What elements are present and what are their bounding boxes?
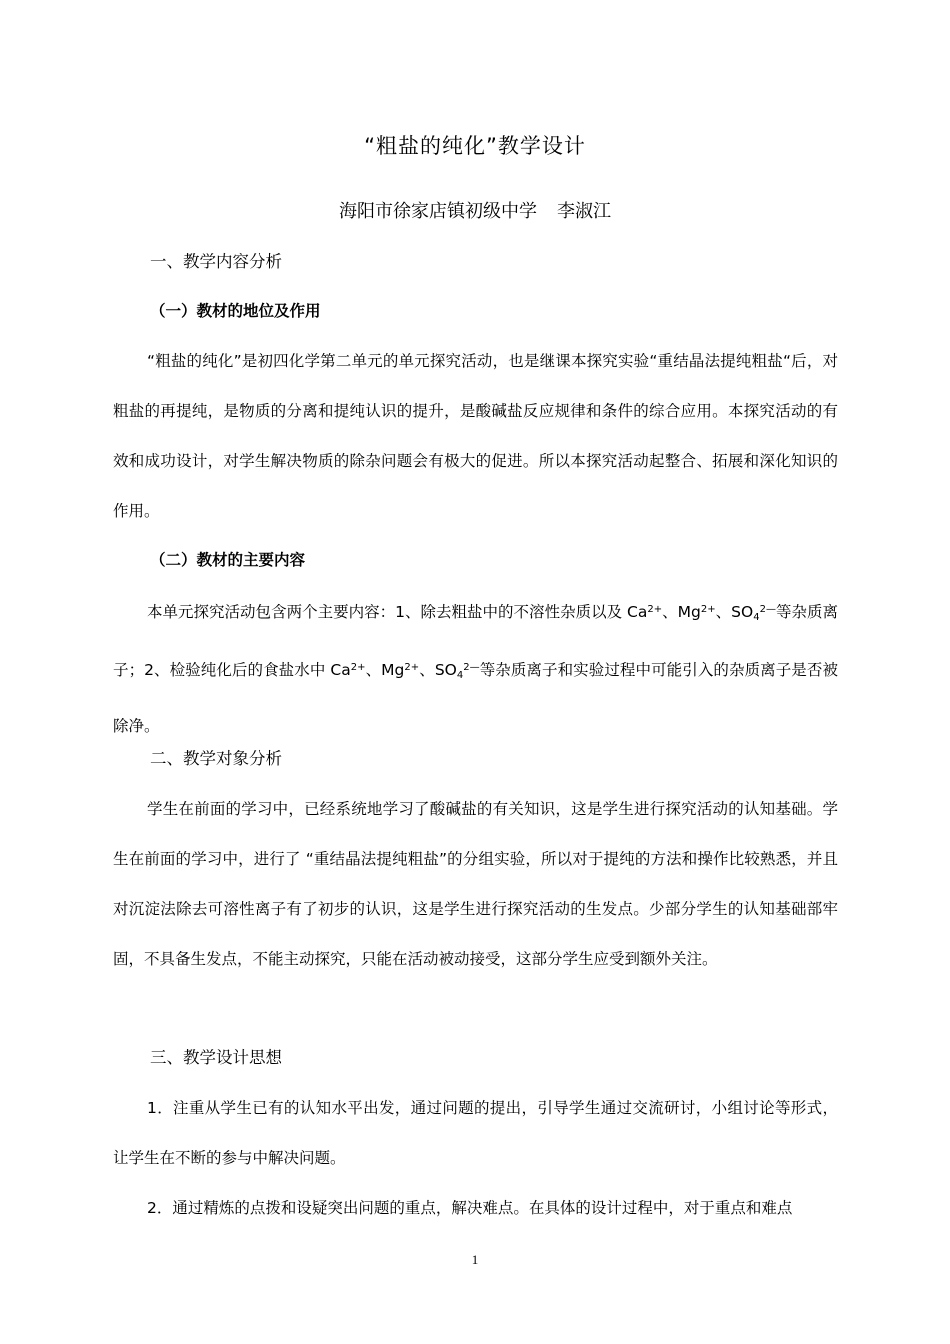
document-title: “粗盐的纯化”教学设计 [364,134,586,158]
subsection-heading-role: （一）教材的地位及作用 [150,302,321,320]
list-item-design-2: 2．通过精炼的点拨和设疑突出问题的重点，解决难点。在具体的设计过程中，对于重点和难点 [147,1199,793,1217]
main-content-text-b: 等杂质离子；2、检验纯化后的食盐水中 [113,603,838,679]
author-name: 李淑江 [557,201,611,222]
paragraph-student-analysis: 学生在前面的学习中，已经系统地学习了酸碱盐的有关知识，这是学生进行探究活动的认知基础。学生在前面的学习中，进行了 “重结晶法提纯粗盐”的分组实验，所以对于提纯的方法和操作比较熟悉，并且对沉淀法除去可溶性离子有了初步的认识，这是学生进行探究活动的生发点。少部分学生的认知基础部牢固，不具备生发点，不能主动探究，只能在活动被动接受，这部分学生应受到额外关注。 [113,800,838,968]
subsection-heading-main-content: （二）教材的主要内容 [150,551,306,569]
ion-magnesium-2: $Mg^{2+}$ [381,661,420,679]
page-number: 1 [471,1252,479,1267]
section-heading-design-thinking: 三、教学设计思想 [150,1048,282,1067]
list-item-design-1: 1．注重从学生已有的认知水平出发，通过问题的提出，引导学生通过交流研讨，小组讨论等形式，让学生在不断的参与中解决问题。 [113,1099,838,1167]
ion-magnesium: $Mg^{2+}$ [677,603,716,621]
author-school: 海阳市徐家店镇初级中学 [339,201,537,222]
main-content-text-c: 等杂质离子和实验过程中可能引入的杂质离子是否被除净。 [113,661,838,735]
ion-sulfate-2: $SO_4^{2—}$ [434,661,480,681]
author-line [0,197,950,223]
ion-sulfate: $SO_4^{2—}$ [731,603,776,623]
paragraph-role: “粗盐的纯化”是初四化学第二单元的单元探究活动，也是继课本探究实验“重结晶法提纯粗盐“后，对粗盐的再提纯，是物质的分离和提纯认识的提升，是酸碱盐反应规律和条件的综合应用。本探究活动的有效和成功设计，对学生解决物质的除杂问题会有极大的促进。所以本探究活动起整合、拓展和深化知识的作用。 [113,352,838,520]
section-heading-content-analysis: 一、教学内容分析 [150,252,282,271]
ion-calcium: $Ca^{2+}$ [627,603,663,621]
section-heading-student-analysis: 二、教学对象分析 [150,749,282,768]
ion-calcium-2: $Ca^{2+}$ [330,661,366,679]
main-content-text-a: 本单元探究活动包含两个主要内容：1、除去粗盐中的不溶性杂质以及 [147,603,628,621]
paragraph-main-content: 本单元探究活动包含两个主要内容：1、除去粗盐中的不溶性杂质以及 $Ca^{2+}$、$Mg^{2+}$、$SO_4^{2—}$等杂质离子；2、检验纯化后的食盐水中 $Ca^{2+}$、$Mg^{2+}$、$SO_4^{2—}$等杂质离子和实验过程中可能引入的杂质离子是否被除净。 [113,603,838,735]
